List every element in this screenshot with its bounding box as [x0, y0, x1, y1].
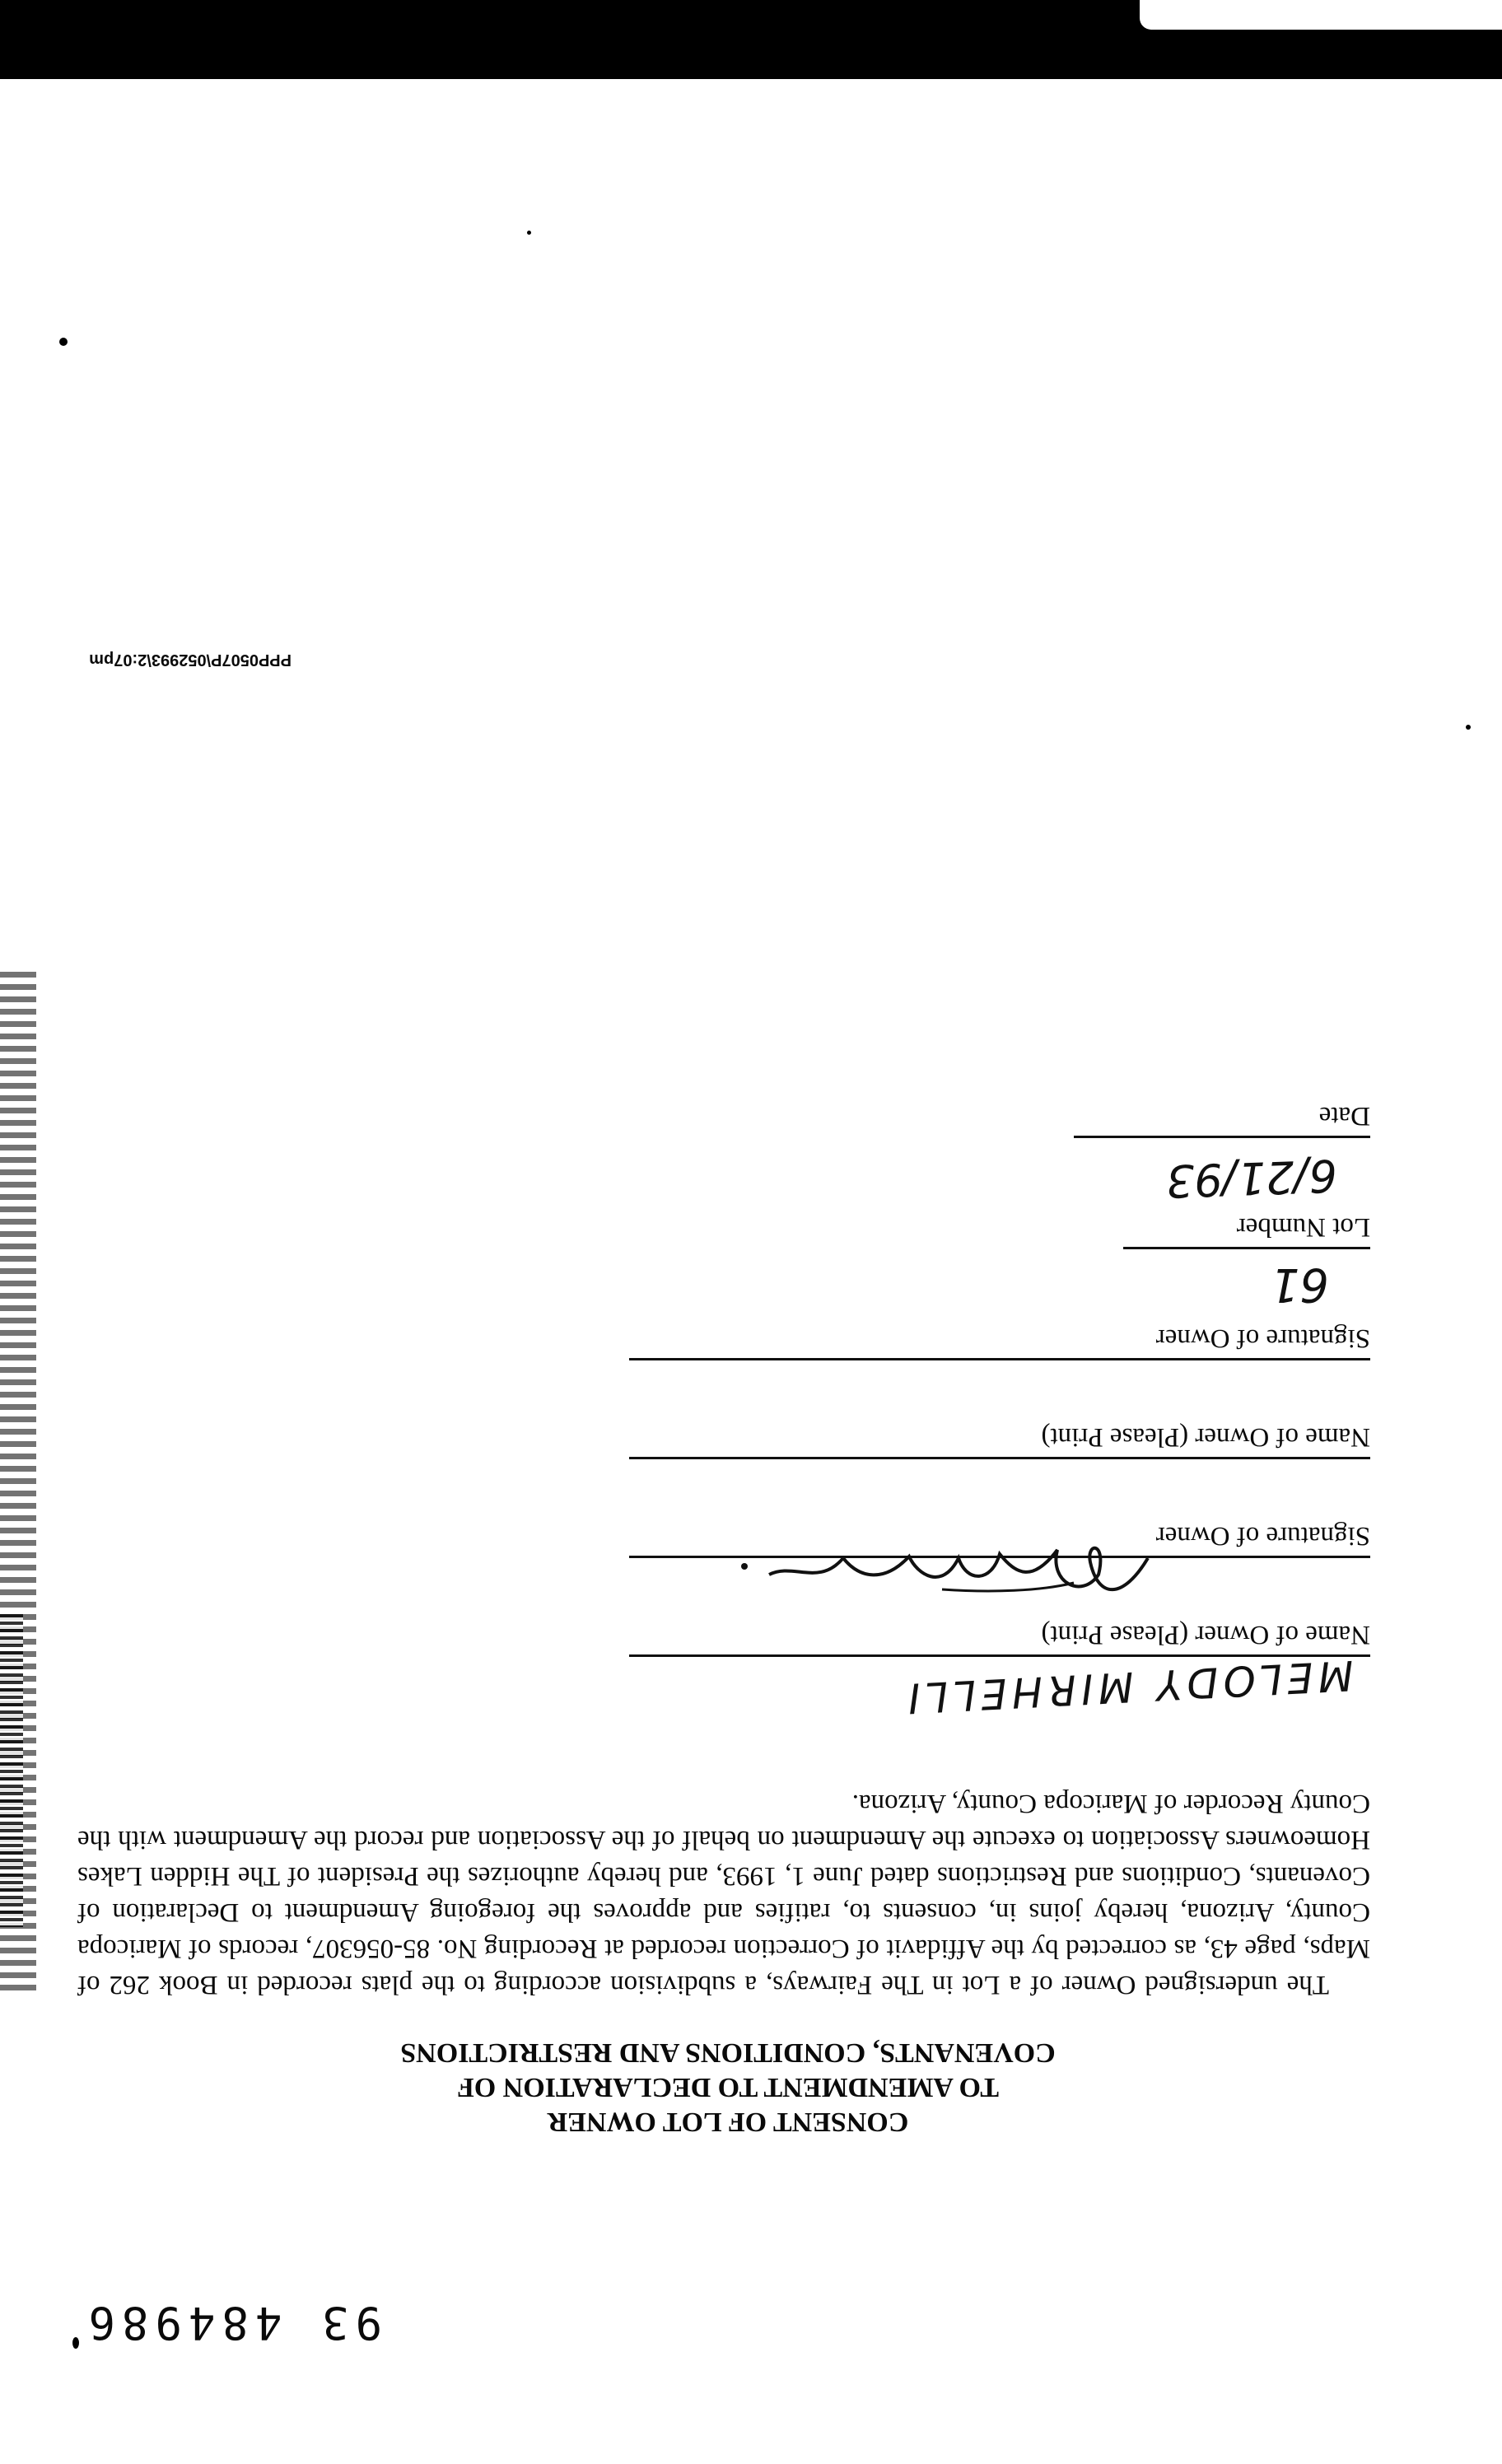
- recording-number: 93 484986: [82, 2297, 382, 2349]
- handwritten-owner-name: MELODY MIRHELLI: [902, 1650, 1355, 1723]
- lot-number-label: Lot Number: [1236, 1212, 1370, 1242]
- consent-body: [77, 1785, 1370, 2003]
- signature-line: [629, 1654, 1370, 1657]
- title-line-1: CONSENT OF LOT OWNER: [547, 2107, 909, 2137]
- lot-number-field: [1123, 1211, 1370, 1249]
- owner-signature-field-1: [629, 1519, 1370, 1558]
- title-line-3: COVENANTS, CONDITIONS AND RESTRICTIONS: [400, 2037, 1056, 2068]
- signature-label-1: Signature of Owner: [1155, 1521, 1370, 1551]
- signature-line: [1074, 1136, 1370, 1138]
- owner-name-field-1: [629, 1618, 1370, 1657]
- document-footer-code: PPP0507P\052993\2:07pm: [89, 651, 292, 669]
- signature-label-2: Signature of Owner: [1155, 1323, 1370, 1353]
- owner-signature-field-2: [629, 1322, 1370, 1360]
- date-field: [1074, 1099, 1370, 1138]
- document-title: [201, 2035, 1255, 2139]
- signature-line: [629, 1556, 1370, 1558]
- name-label-1: Name of Owner (Please Print): [1041, 1620, 1370, 1650]
- signature-line: [1123, 1247, 1370, 1249]
- signature-line: [629, 1457, 1370, 1459]
- handwritten-lot-number: 61: [1270, 1258, 1329, 1311]
- title-line-2: TO AMENDMENT TO DECLARATION OF: [456, 2072, 1000, 2102]
- consent-paragraph: The undersigned Owner of a Lot in The Fairways, a subdivision according to the plats recorded in Book 262 of Maps, page 43, as corrected by the Affidavit of Correction recorded at Recording No. 85-056307, records of Maricopa County, Arizona, hereby joins in, consents to, ratifies and approves the foregoing Amendment to Declaration of Covenants, Conditions and Restrictions dated June 1, 1993, and hereby authorizes the President of The Hidden Lakes Homeowners Association to execute the Amendment on behalf of the Association and record the Amendment with the County Recorder of Maricopa County, Arizona.: [77, 1789, 1370, 2000]
- handwritten-date: 6/21/93: [1164, 1149, 1339, 1207]
- signature-line: [629, 1358, 1370, 1360]
- owner-name-field-2: [629, 1421, 1370, 1459]
- name-label-2: Name of Owner (Please Print): [1041, 1422, 1370, 1452]
- date-label: Date: [1318, 1101, 1370, 1131]
